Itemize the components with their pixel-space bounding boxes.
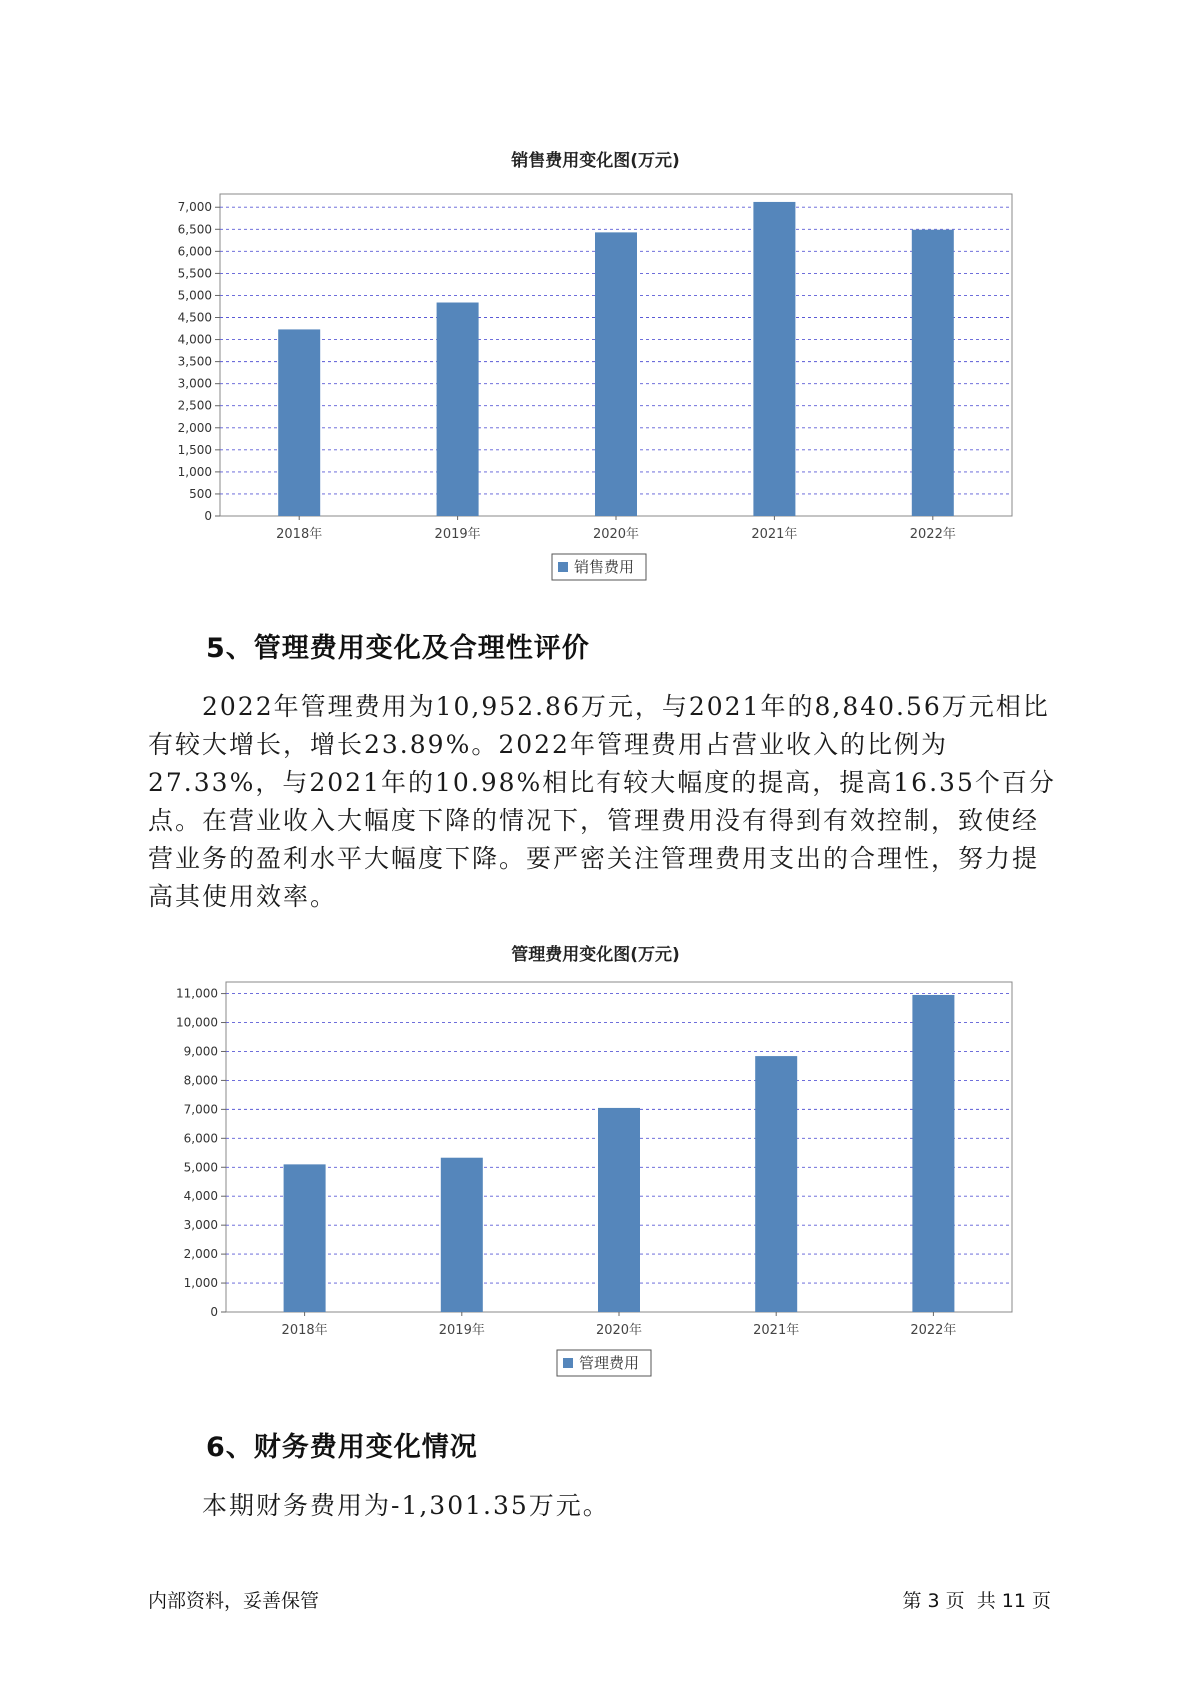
x-tick-label: 2022年 (909, 527, 956, 542)
bar (595, 232, 637, 516)
legend-swatch (558, 562, 568, 572)
y-tick-label: 6,500 (177, 222, 212, 237)
bar (278, 329, 320, 516)
chart2-title: 管理费用变化图(万元) (511, 945, 680, 965)
y-tick-label: 9,000 (183, 1044, 218, 1059)
y-tick-label: 11,000 (176, 986, 218, 1001)
sales-expense-chart (0, 180, 1191, 590)
y-tick-label: 2,500 (177, 398, 212, 413)
footer-confidential-note: 内部资料，妥善保管 (148, 1590, 320, 1612)
section5-heading: 5、管理费用变化及合理性评价 (206, 633, 590, 664)
section6-heading: 6、财务费用变化情况 (206, 1432, 478, 1463)
y-tick-label: 2,000 (177, 420, 212, 435)
y-tick-label: 3,000 (183, 1218, 218, 1233)
x-tick-label: 2019年 (434, 527, 481, 542)
footer-page-number: 第 3 页 共 11 页 (902, 1590, 1051, 1612)
y-tick-label: 3,500 (177, 354, 212, 369)
y-tick-label: 4,000 (183, 1189, 218, 1204)
x-tick-label: 2021年 (751, 527, 798, 542)
y-tick-label: 5,500 (177, 266, 212, 281)
section5-paragraph: 2022年管理费用为10,952.86万元，与2021年的8,840.56万元相比有较大增长，增长23.89%。2022年管理费用占营业收入的比例为27.33%，与2021年的10.98%相比有较大幅度的提高，提高16.35个百分点。在营业收入大幅度下降的情况下，管理费用没有得到有效控制，致使经营业务的盈利水平大幅度下降。要严密关注管理费用支出的合理性，努力提高其使用效率。 (148, 692, 1056, 911)
bar (753, 202, 795, 516)
legend-swatch (563, 1358, 573, 1368)
legend-label: 管理费用 (579, 1354, 640, 1372)
bar (284, 1164, 326, 1312)
y-tick-label: 3,000 (177, 376, 212, 391)
y-tick-label: 7,000 (177, 200, 212, 215)
y-tick-label: 4,000 (177, 332, 212, 347)
bar (912, 995, 954, 1312)
y-tick-label: 1,000 (183, 1276, 218, 1291)
y-tick-label: 8,000 (183, 1073, 218, 1088)
x-tick-label: 2021年 (753, 1323, 800, 1338)
section6-paragraph: 本期财务费用为-1,301.35万元。 (202, 1491, 610, 1520)
y-tick-label: 6,000 (183, 1131, 218, 1146)
admin-expense-chart (0, 972, 1191, 1392)
y-tick-label: 1,500 (177, 442, 212, 457)
chart1-title: 销售费用变化图(万元) (511, 151, 680, 171)
x-tick-label: 2022年 (910, 1323, 957, 1338)
y-tick-label: 500 (189, 486, 212, 501)
y-tick-label: 5,000 (183, 1160, 218, 1175)
x-tick-label: 2018年 (281, 1323, 328, 1338)
y-tick-label: 6,000 (177, 244, 212, 259)
y-tick-label: 5,000 (177, 288, 212, 303)
y-tick-label: 7,000 (183, 1102, 218, 1117)
bar (441, 1158, 483, 1312)
y-tick-label: 2,000 (183, 1247, 218, 1262)
x-tick-label: 2019年 (438, 1323, 485, 1338)
y-tick-label: 1,000 (177, 464, 212, 479)
bar (755, 1056, 797, 1312)
x-tick-label: 2020年 (595, 1323, 643, 1338)
bar (437, 303, 479, 516)
y-tick-label: 4,500 (177, 310, 212, 325)
y-tick-label: 0 (204, 509, 212, 523)
x-tick-label: 2018年 (276, 527, 323, 542)
bar (912, 230, 954, 516)
bar (598, 1108, 640, 1312)
legend-label: 销售费用 (574, 558, 635, 576)
x-tick-label: 2020年 (592, 527, 640, 542)
y-tick-label: 10,000 (176, 1015, 218, 1030)
y-tick-label: 0 (210, 1305, 218, 1319)
